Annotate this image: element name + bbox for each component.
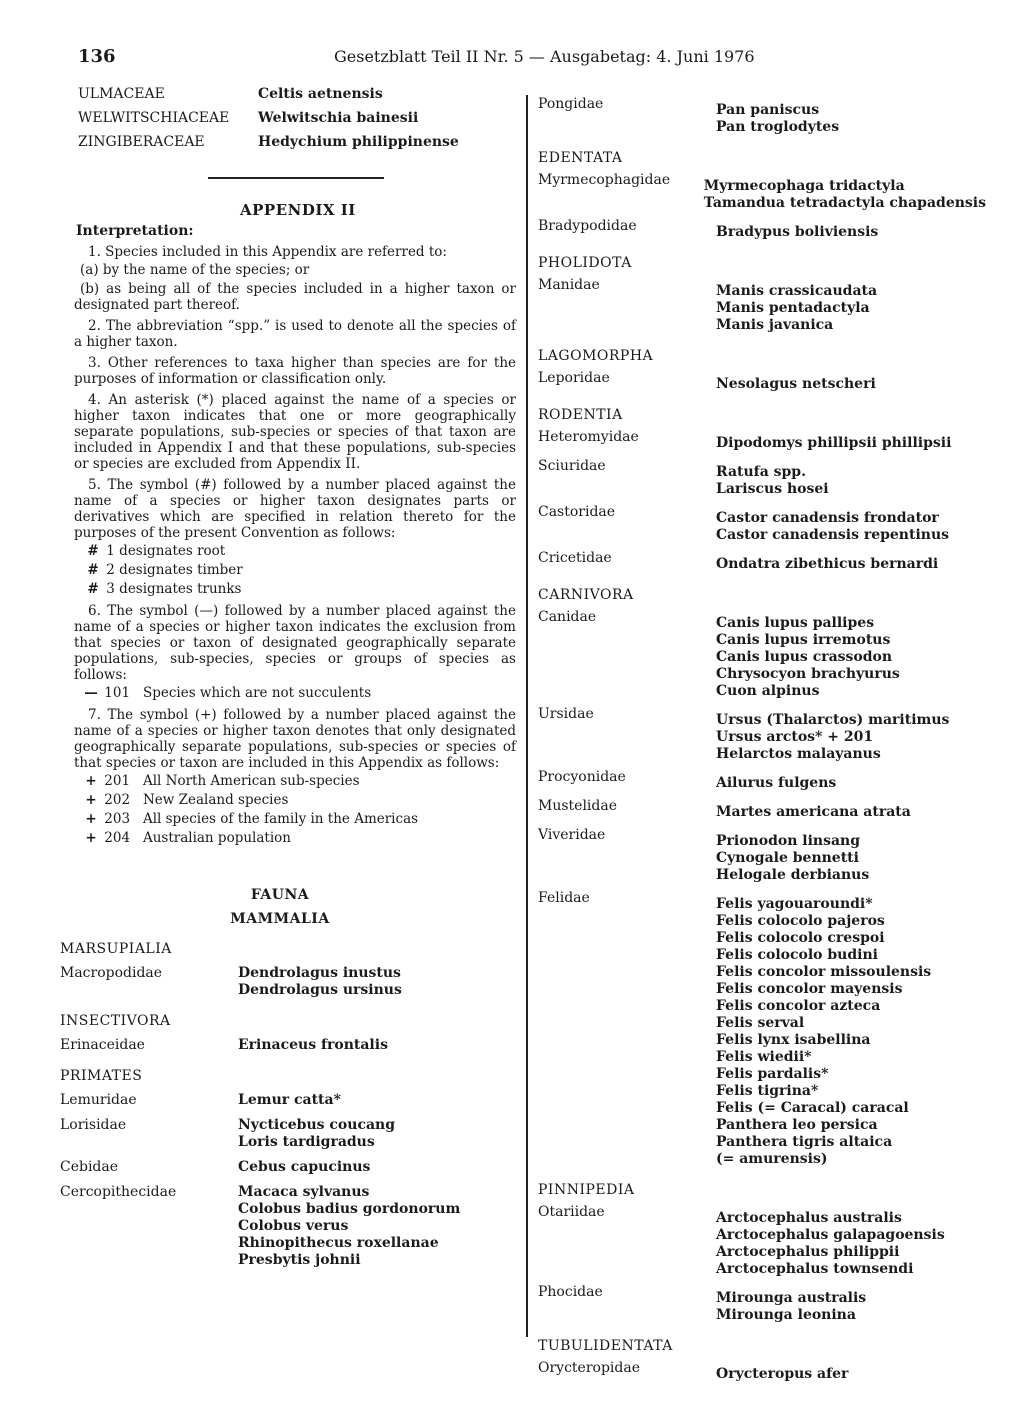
family-block (526, 550, 986, 573)
order-heading: EDENTATA (538, 150, 623, 166)
species-name: Erinaceus frontalis (238, 1037, 388, 1053)
species-name: Castor canadensis repentinus (716, 527, 950, 543)
species-name: Dendrolagus inustus (238, 965, 401, 981)
species-list (716, 1366, 848, 1383)
species-name: Bradypus boliviensis (716, 224, 879, 240)
species-name: Pan paniscus (716, 102, 820, 118)
species-name: Pan troglodytes (716, 119, 840, 135)
species-name: Macaca sylvanus (238, 1184, 370, 1200)
family-block (526, 218, 986, 241)
species-name: Cebus capucinus (238, 1159, 371, 1175)
species-name: Canis lupus crassodon (716, 649, 893, 665)
species-list (716, 102, 839, 136)
species-list (716, 833, 869, 884)
plus-symbol-list (60, 773, 520, 847)
family-name: Cercopithecidae (60, 1184, 177, 1200)
gazette-title: Gesetzblatt Teil II Nr. 5 — Ausgabetag: 4. Juni 1976 (334, 47, 755, 66)
order-heading: PRIMATES (60, 1068, 143, 1084)
species-name: Felis yagouaroundi* (716, 896, 873, 912)
species-list (716, 435, 951, 452)
species-name: Colobus verus (238, 1218, 349, 1234)
family-block (526, 96, 986, 136)
species-name: Ursus arctos* + 201 (716, 729, 874, 745)
order-heading: CARNIVORA (538, 587, 634, 603)
species-list (716, 804, 911, 821)
species-list (238, 1117, 395, 1151)
species-name: Orycteropus afer (716, 1366, 849, 1382)
list-item: + 203 All species of the family in the Americas (82, 811, 520, 828)
family-block (526, 504, 986, 544)
species-list (716, 1210, 945, 1278)
species-name: Loris tardigradus (238, 1134, 375, 1150)
paragraph-7: 7. The symbol (+) followed by a number placed against the name of a species or higher taxon denotes that only designated geographically separate populations, sub-species or species of that species or taxon are included in this Appendix as follows: (74, 707, 516, 771)
species-name: Felis serval (716, 1015, 805, 1031)
species-name: Tamandua tetradactyla chapadensis (703, 195, 986, 211)
family-name: Cebidae (60, 1159, 119, 1175)
species-list (716, 712, 949, 763)
list-item: — 101 Species which are not succulents (82, 685, 520, 702)
plus-symbol: + (85, 811, 97, 827)
family-name: WELWITSCHIACEAE (78, 110, 230, 126)
species-name: Felis colocolo budini (716, 947, 878, 963)
species-list (704, 178, 986, 212)
species-name: Arctocephalus townsendi (716, 1261, 914, 1277)
species-name: Panthera leo persica (716, 1117, 878, 1133)
species-list (716, 1290, 866, 1324)
page-header (78, 46, 958, 74)
family-block (526, 370, 986, 393)
list-item: # 3 designates trunks (84, 581, 520, 598)
species-name: Helogale derbianus (716, 867, 870, 883)
species-name: Manis crassicaudata (716, 283, 878, 299)
species-name: Nesolagus netscheri (716, 376, 876, 392)
plus-symbol: + (85, 792, 97, 808)
family-name: ULMACEAE (78, 86, 165, 102)
family-name: Manidae (538, 277, 600, 293)
plus-symbol: + (85, 830, 97, 846)
species-name: Felis lynx isabellina (716, 1032, 871, 1048)
hash-symbol: # (87, 562, 99, 578)
paragraph-5: 5. The symbol (#) followed by a number placed against the name of a species or higher taxon designates parts or derivatives which are specified in relation thereto for the purposes of the present Convention as follows: (74, 477, 516, 541)
family-block (526, 706, 986, 763)
species-list (716, 464, 829, 498)
species-name: Helarctos malayanus (716, 746, 881, 762)
mammalia-heading: MAMMALIA (230, 911, 330, 927)
species-name: Rhinopithecus roxellanae (238, 1235, 439, 1251)
family-block (60, 1159, 520, 1176)
family-name: Erinaceidae (60, 1037, 145, 1053)
species-list (716, 615, 900, 700)
family-name: Mustelidae (538, 798, 617, 814)
order-heading: MARSUPIALIA (60, 941, 172, 957)
species-name: Welwitschia bainesii (258, 110, 419, 126)
family-name: Procyonidae (538, 769, 626, 785)
family-block (526, 827, 986, 884)
order-heading: PINNIPEDIA (538, 1182, 635, 1198)
table-row (60, 134, 520, 151)
hash-symbol: # (87, 543, 99, 559)
order-heading: RODENTIA (538, 407, 623, 423)
hash-symbol-list (60, 543, 520, 598)
family-name: Lemuridae (60, 1092, 137, 1108)
family-name: Viveridae (538, 827, 606, 843)
paragraph-6: 6. The symbol (—) followed by a number placed against the name of a species or higher taxon indicates the exclusion from that species or taxon of designated geographically separate populations, sub-species, species or groups of species as follows: (74, 603, 516, 683)
species-list (238, 1159, 370, 1176)
family-name: Myrmecophagidae (538, 172, 671, 188)
species-name: Ursus (Thalarctos) maritimus (716, 712, 950, 728)
species-name: Arctocephalus philippii (716, 1244, 900, 1260)
plus-symbol: + (85, 773, 97, 789)
species-name: Mirounga australis (716, 1290, 867, 1306)
species-name: Manis javanica (716, 317, 834, 333)
family-block (526, 277, 986, 334)
species-name: Castor canadensis frondator (716, 510, 939, 526)
family-block (526, 769, 986, 792)
species-list (238, 965, 402, 999)
list-item: # 1 designates root (84, 543, 520, 560)
species-name: Presbytis johnii (238, 1252, 361, 1268)
species-name: Manis pentadactyla (716, 300, 870, 316)
family-name: Heteromyidae (538, 429, 639, 445)
list-item: + 201 All North American sub-species (82, 773, 520, 790)
family-block (526, 172, 986, 212)
species-name: Dendrolagus ursinus (238, 982, 402, 998)
flora-tail-table (60, 86, 520, 151)
species-list (716, 376, 876, 393)
list-item: # 2 designates timber (84, 562, 520, 579)
family-name: Castoridae (538, 504, 616, 520)
species-name: Martes americana atrata (716, 804, 911, 820)
family-block (60, 1037, 520, 1054)
table-row (60, 110, 520, 127)
right-taxa-list (526, 96, 986, 1383)
species-name: Chrysocyon brachyurus (716, 666, 900, 682)
minus-symbol: — (84, 685, 98, 701)
species-name: Felis wiedii* (716, 1049, 812, 1065)
left-column (60, 86, 520, 1269)
species-list (238, 1184, 460, 1269)
table-row (60, 86, 520, 103)
left-taxa-list (60, 941, 520, 1269)
hash-symbol: # (87, 581, 99, 597)
family-block (526, 1360, 986, 1383)
species-name: Panthera tigris altaica (716, 1134, 893, 1150)
family-block (60, 965, 520, 999)
species-name: Arctocephalus galapagoensis (716, 1227, 945, 1243)
species-name: Lemur catta* (238, 1092, 341, 1108)
species-name: Prionodon linsang (716, 833, 860, 849)
species-name: Felis tigrina* (716, 1083, 819, 1099)
list-item: + 204 Australian population (82, 830, 520, 847)
species-name: Felis concolor missoulensis (716, 964, 932, 980)
species-name: (= amurensis) (716, 1151, 828, 1167)
species-name: Nycticebus coucang (238, 1117, 396, 1133)
order-heading: INSECTIVORA (60, 1013, 171, 1029)
family-block (526, 609, 986, 700)
species-list (716, 283, 877, 334)
paragraph-1: 1. Species included in this Appendix are referred to: (88, 244, 447, 260)
family-name: Macropodidae (60, 965, 163, 981)
family-block (526, 458, 986, 498)
family-block (526, 429, 986, 452)
species-list (716, 556, 938, 573)
family-block (526, 798, 986, 821)
species-name: Ailurus fulgens (716, 775, 837, 791)
species-name: Felis pardalis* (716, 1066, 829, 1082)
species-name: Canis lupus irremotus (716, 632, 891, 648)
family-block (60, 1117, 520, 1151)
species-name: Cuon alpinus (716, 683, 820, 699)
species-name: Felis colocolo crespoi (716, 930, 885, 946)
species-name: Ratufa spp. (716, 464, 806, 480)
paragraph-4: 4. An asterisk (*) placed against the name of a species or higher taxon indicates that one or more geographically separate populations, sub-species or species of that taxon are included in Appendix I and that these populations, sub-species or species are excluded from Appendix II. (74, 392, 516, 472)
family-name: Phocidae (538, 1284, 603, 1300)
family-block (526, 1284, 986, 1324)
species-name: Felis concolor mayensis (716, 981, 903, 997)
family-name: Canidae (538, 609, 597, 625)
species-list (716, 510, 949, 544)
species-name: Lariscus hosei (716, 481, 829, 497)
section-divider (208, 177, 384, 179)
order-heading: PHOLIDOTA (538, 255, 632, 271)
interpretation-label: Interpretation: (76, 223, 194, 239)
minus-symbol-list (60, 685, 520, 702)
family-block (60, 1184, 520, 1269)
paragraph-1b: (b) as being all of the species included in a higher taxon or designated part thereof. (74, 281, 516, 313)
species-name: Celtis aetnensis (258, 86, 383, 102)
species-list (716, 896, 931, 1168)
species-list (238, 1037, 388, 1054)
right-column (526, 90, 986, 1383)
appendix-title: APPENDIX II (240, 201, 356, 219)
family-name: Felidae (538, 890, 590, 906)
species-name: Felis colocolo pajeros (716, 913, 885, 929)
page-number: 136 (78, 46, 116, 67)
family-block (526, 890, 986, 1168)
list-item: + 202 New Zealand species (82, 792, 520, 809)
species-name: Ondatra zibethicus bernardi (716, 556, 939, 572)
species-name: Dipodomys phillipsii phillipsii (716, 435, 952, 451)
species-list (716, 224, 878, 241)
order-heading: LAGOMORPHA (538, 348, 654, 364)
family-name: Leporidae (538, 370, 610, 386)
order-heading: TUBULIDENTATA (538, 1338, 673, 1354)
species-name: Felis (= Caracal) caracal (716, 1100, 909, 1116)
family-name: Orycteropidae (538, 1360, 640, 1376)
family-name: ZINGIBERACEAE (78, 134, 205, 150)
family-name: Otariidae (538, 1204, 605, 1220)
family-block (526, 1204, 986, 1278)
species-name: Felis concolor azteca (716, 998, 881, 1014)
fauna-heading: FAUNA (250, 887, 310, 903)
paragraph-2: 2. The abbreviation “spp.” is used to denote all the species of a higher taxon. (74, 318, 516, 350)
paragraph-3: 3. Other references to taxa higher than species are for the purposes of information or classification only. (74, 355, 516, 387)
family-name: Pongidae (538, 96, 604, 112)
species-name: Mirounga leonina (716, 1307, 856, 1323)
species-name: Myrmecophaga tridactyla (703, 178, 905, 194)
family-name: Lorisidae (60, 1117, 127, 1133)
paragraph-1a: (a) by the name of the species; or (80, 262, 310, 278)
family-name: Sciuridae (538, 458, 606, 474)
family-block (60, 1092, 520, 1109)
species-list (716, 775, 836, 792)
species-name: Canis lupus pallipes (716, 615, 875, 631)
family-name: Bradypodidae (538, 218, 637, 234)
species-name: Hedychium philippinense (258, 134, 459, 150)
species-list (238, 1092, 341, 1109)
species-name: Colobus badius gordonorum (238, 1201, 461, 1217)
family-name: Cricetidae (538, 550, 612, 566)
family-name: Ursidae (538, 706, 594, 722)
species-name: Cynogale bennetti (716, 850, 859, 866)
species-name: Arctocephalus australis (716, 1210, 902, 1226)
